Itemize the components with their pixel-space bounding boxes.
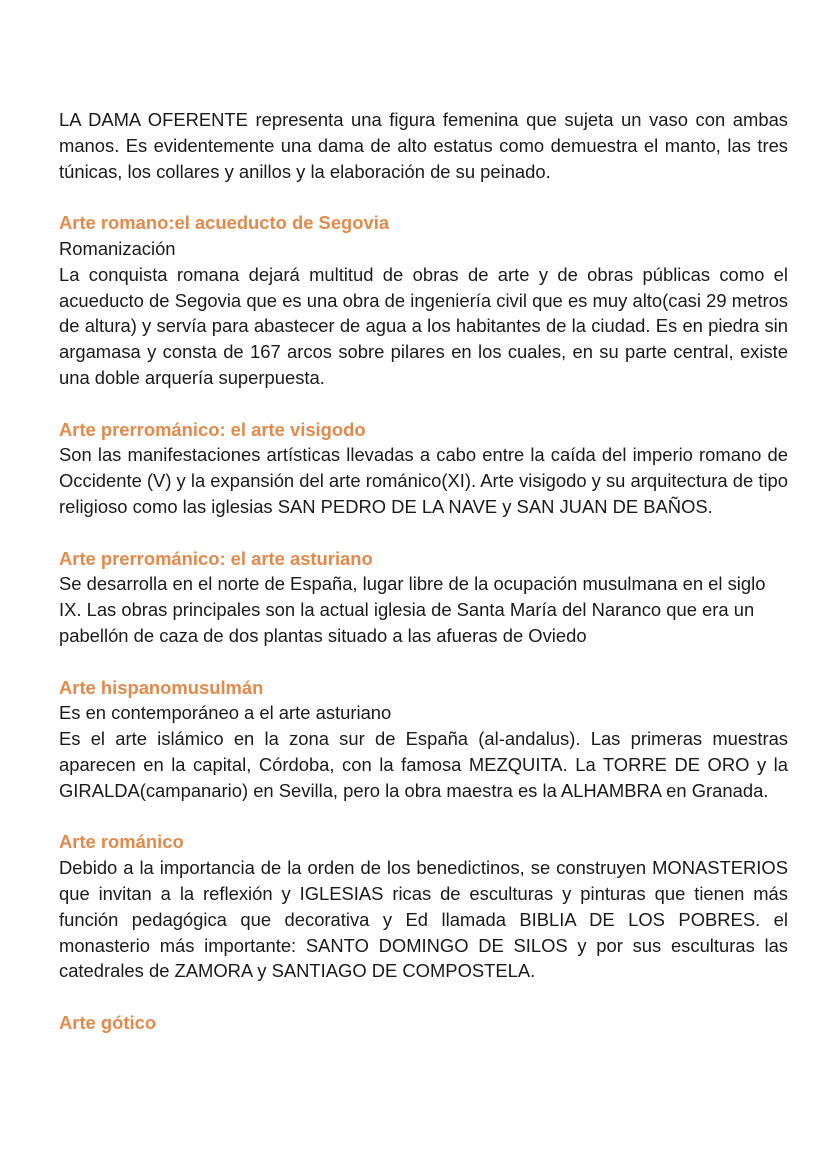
section-subtitle: Es en contemporáneo a el arte asturiano [59,702,392,724]
section-body: La conquista romana dejará multitud de obras de arte y de obras públicas como el acueducto de Segovia que es una obra de ingeniería civil que es muy alto(casi 29 metros de altura) y servía para abastecer de agua a los habitantes de la ciudad. Es en piedra sin argamasa y consta de 167 arcos sobre pilares en los cuales, en su parte central, existe una doble arquería superpuesta. [59,263,788,388]
section-heading: Arte gótico [59,1011,157,1033]
section-heading: Arte romano:el acueducto de Segovia [59,212,390,234]
section-arte-hispanomusulman [59,675,788,804]
section-arte-romano [59,210,788,391]
section-arte-gotico [59,1010,788,1036]
section-body: Son las manifestaciones artísticas llevadas a cabo entre la caída del imperio romano de Occidente (V) y la expansión del arte románico(XI). Arte visigodo y su arquitectura de tipo religioso como las iglesias SAN PEDRO DE LA NAVE y SAN JUAN DE BAÑOS. [59,444,788,517]
section-arte-visigodo [59,417,788,520]
section-body: Es el arte islámico en la zona sur de España (al-andalus). Las primeras muestras aparecen en la capital, Córdoba, con la famosa MEZQUITA. La TORRE DE ORO y la GIRALDA(campanario) en Sevilla, pero la obra maestra es la ALHAMBRA en Granada. [59,728,788,801]
section-body: Debido a la importancia de la orden de los benedictinos, se construyen MONASTERIOS que invitan a la reflexión y IGLESIAS ricas de esculturas y pinturas que tienen más función pedagógica que decorativa y Ed llamada BIBLIA DE LOS POBRES. el monasterio más importante: SANTO DOMINGO DE SILOS y por sus esculturas las catedrales de ZAMORA y SANTIAGO DE COMPOSTELA. [59,857,788,982]
section-arte-asturiano [59,546,788,649]
section-heading: Arte románico [59,831,184,853]
document-page [59,107,788,1036]
section-heading: Arte prerrománico: el arte asturiano [59,547,373,569]
section-heading: Arte prerrománico: el arte visigodo [59,418,366,440]
intro-paragraph: LA DAMA OFERENTE representa una figura femenina que sujeta un vaso con ambas manos. Es evidentemente una dama de alto estatus como demuestra el manto, las tres túnicas, los collares y anillos y la elaboración de su peinado. [59,109,788,182]
section-subtitle: Romanización [59,237,176,259]
section-body: Se desarrolla en el norte de España, lugar libre de la ocupación musulmana en el siglo IX. Las obras principales son la actual iglesia de Santa María del Naranco que era un pabellón de caza de dos plantas situado a las afueras de Oviedo [59,573,766,646]
section-heading: Arte hispanomusulmán [59,676,264,698]
section-arte-romanico [59,829,788,984]
